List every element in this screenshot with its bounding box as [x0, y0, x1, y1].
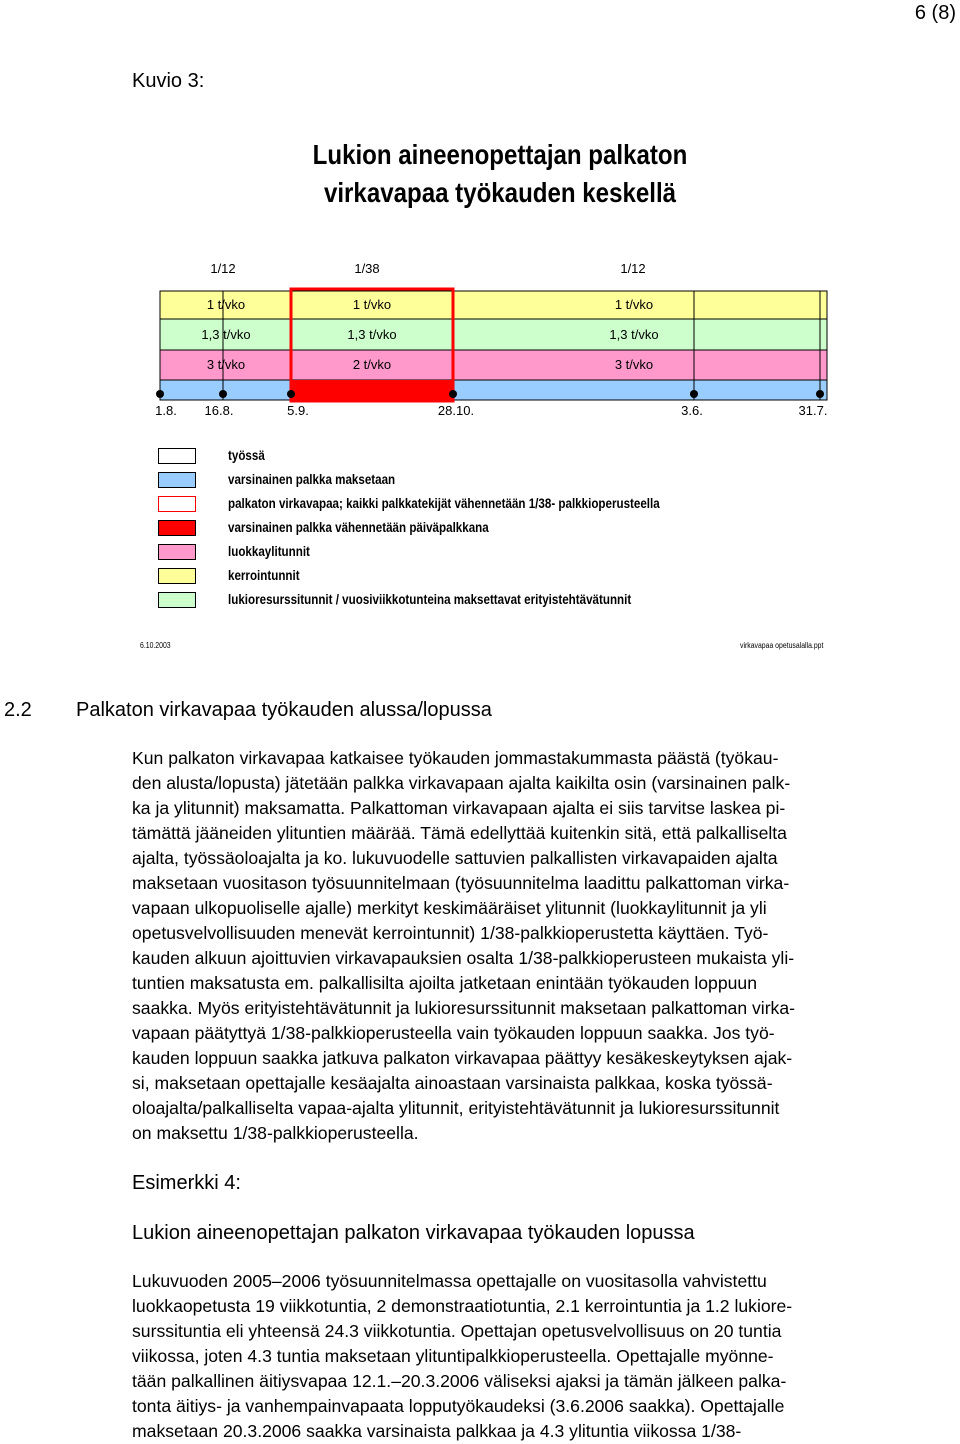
timeline-dot	[449, 390, 457, 398]
example-label: Esimerkki 4:	[132, 1172, 241, 1194]
slide-footer-date: 6.10.2003	[140, 641, 171, 650]
text-line: maksetaan 20.3.2006 saakka varsinaista palkkaa ja 4.3 ylituntia viikossa 1/38-	[132, 1421, 742, 1441]
date-label: 1.8.	[155, 403, 177, 418]
text-line: tään palkallinen äitiysvapaa 12.1.–20.3.2006 väliseksi ajaksi ja tämän jälkeen palka-	[132, 1371, 787, 1391]
date-label: 28.10.	[437, 403, 475, 418]
legend-swatch	[158, 544, 196, 560]
text-line: surssituntia eli yhteensä 24.3 viikkotuntia. Opettajan opetusvelvollisuus on 20 tuntia	[132, 1321, 782, 1341]
row-text: 1,3 t/vko	[347, 327, 397, 342]
text-line: si, maksetaan opettajalle kesäajalta ainoastaan varsinaista palkkaa, koska työssä-	[132, 1073, 773, 1093]
fraction-label: 1/38	[354, 261, 380, 276]
text-line: maksetaan vuositason työsuunnitelmaan (työsuunnitelma laadittu palkattoman virka-	[132, 873, 790, 893]
section-heading	[4, 699, 492, 722]
text-line: luokkaopetusta 19 viikkotuntia, 2 demonstraatiotuntia, 2.1 kerrointuntia ja 1.2 lukiore-	[132, 1296, 793, 1316]
text-line: kauden alkuun ajoittuvien virkavapauksien osalta 1/38-palkkioperusteen mukaista yli-	[132, 948, 795, 968]
text-line: saakka. Myös erityistehtävätunnit ja lukioresurssitunnit maksetaan palkattoman virka-	[132, 998, 795, 1018]
legend-label: luokkaylitunnit	[228, 544, 310, 559]
text-line: oloajalta/palkalliselta vapaa-ajalta ylitunnit, erityistehtävätunnit ja lukioresurssitunnit	[132, 1098, 780, 1118]
text-line: den alusta/lopusta) jätetään palkka virkavapaan ajalta kaikilta osin (varsinainen palk-	[132, 773, 791, 793]
legend-label: kerrointunnit	[228, 568, 300, 583]
text-line: ka ja ylitunnit) maksamatta. Palkattoman virkavapaan ajalta ei siis tarvitse laskea pi-	[132, 798, 786, 818]
section-title: Palkaton virkavapaa työkauden alussa/lopussa	[76, 699, 492, 721]
legend-swatch	[158, 496, 196, 512]
paragraph-1	[132, 746, 952, 1146]
legend-label: lukioresurssitunnit / vuosiviikkotunteina maksettavat erityistehtävätunnit	[228, 592, 632, 607]
legend-label: työssä	[228, 448, 265, 463]
example-title: Lukion aineenopettajan palkaton virkavapaa työkauden lopussa	[132, 1222, 695, 1244]
kerrointunnit-band	[160, 291, 827, 319]
page-number: 6 (8)	[914, 2, 956, 24]
timeline-dot	[816, 390, 824, 398]
fraction-label: 1/12	[210, 261, 236, 276]
slide-footer-filename: virkavapaa opetusalalla.ppt	[740, 641, 824, 650]
legend-label: varsinainen palkka vähennetään päiväpalkkana	[228, 520, 489, 535]
timeline-dot	[156, 390, 164, 398]
text-line: Kun palkaton virkavapaa katkaisee työkauden jommastakummasta päästä (työkau-	[132, 748, 779, 768]
row-text: 1 t/vko	[206, 297, 246, 312]
varsinainen-palkka-band	[160, 380, 827, 400]
text-line: on maksettu 1/38-palkkioperusteella.	[132, 1123, 419, 1143]
palkka-vahennetaan-segment	[291, 380, 453, 400]
slide-title-line1: Lukion aineenopettajan palkaton	[312, 139, 688, 170]
date-label: 31.7.	[798, 403, 828, 418]
section-number: 2.2	[4, 699, 32, 721]
legend-label: palkaton virkavapaa; kaikki palkkatekijät vähennetään 1/38- palkkioperusteella	[228, 496, 660, 511]
lukioresurssi-band	[160, 319, 827, 350]
legend-swatch	[158, 520, 196, 536]
legend-swatch	[158, 448, 196, 464]
text-line: tonta äitiys- ja vanhempainvapaata lopputyökaudeksi (3.6.2006 saakka). Opettajalle	[132, 1396, 785, 1416]
legend-label: varsinainen palkka maksetaan	[228, 472, 396, 487]
text-line: ajalta, työssäoloajalta ja ko. lukuvuodelle sattuvien palkallisten virkavapaiden ajalta	[132, 848, 778, 868]
timeline-dot	[287, 390, 295, 398]
date-label: 16.8.	[204, 403, 234, 418]
timeline-dot	[219, 390, 227, 398]
row-text: 1 t/vko	[352, 297, 392, 312]
text-line: kauden loppuun saakka jatkuva palkaton virkavapaa päättyy kesäkeskeytyksen ajak-	[132, 1048, 793, 1068]
row-text: 3 t/vko	[206, 357, 246, 372]
slide-title-line2: virkavapaa työkauden keskellä	[323, 177, 677, 208]
text-line: vapaan ulkopuoliselle ajalle) merkityt keskimääräiset ylitunnit (luokkaylitunnit ja yli	[132, 898, 767, 918]
row-text: 1,3 t/vko	[201, 327, 251, 342]
row-text: 1,3 t/vko	[609, 327, 659, 342]
text-line: tämättä jääneiden ylituntien määrää. Tämä edellyttää kuitenkin sitä, että palkalliselta	[132, 823, 787, 843]
date-label: 3.6.	[681, 403, 703, 418]
text-line: vapaan päätyttyä 1/38-palkkioperusteella vain työkauden loppuun saakka. Jos työ-	[132, 1023, 775, 1043]
text-line: Lukuvuoden 2005–2006 työsuunnitelmassa opettajalle on vuositasolla vahvistettu	[132, 1271, 767, 1291]
row-text: 3 t/vko	[614, 357, 654, 372]
legend-swatch	[158, 568, 196, 584]
date-label: 5.9.	[287, 403, 309, 418]
figure-label: Kuvio 3:	[132, 70, 205, 92]
row-text: 1 t/vko	[614, 297, 654, 312]
timeline-dot	[690, 390, 698, 398]
legend-swatch	[158, 592, 196, 608]
text-line: opetusvelvollisuuden menevät kerrointunnit) 1/38-palkkioperustetta käyttäen. Työ-	[132, 923, 769, 943]
text-line: viikossa, joten 4.3 tuntia maksetaan ylituntipalkkioperusteella. Opettajalle myönne-	[132, 1346, 774, 1366]
paragraph-2	[132, 1269, 952, 1444]
row-text: 2 t/vko	[352, 357, 392, 372]
timeline-diagram	[0, 250, 960, 430]
legend-swatch	[158, 472, 196, 488]
luokkaylitunnit-band	[160, 350, 827, 380]
text-line: tuntien maksatusta em. palkallisilta ajoilta jatketaan enintään työkauden loppuun	[132, 973, 757, 993]
fraction-label: 1/12	[620, 261, 646, 276]
